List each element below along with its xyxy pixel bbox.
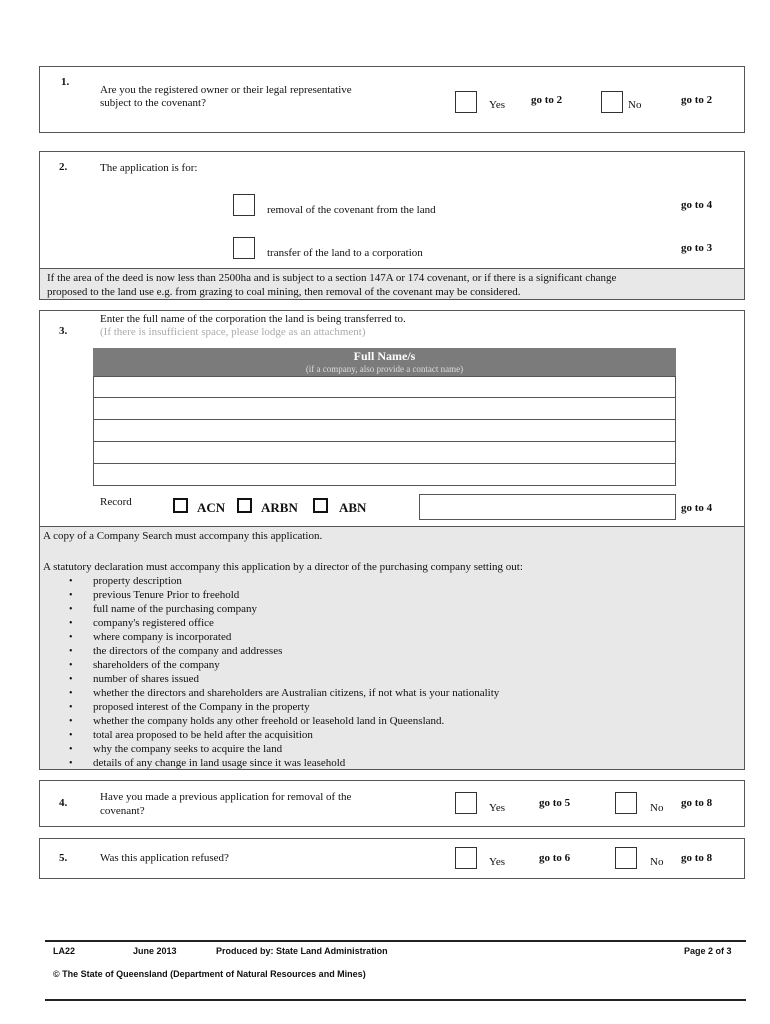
q2-note-line2: proposed to the land use e.g. from grazing to coal mining, then removal of the covenant may be considered. — [47, 286, 521, 298]
q4-number: 4. — [59, 797, 68, 809]
q3-record-goto: go to 4 — [681, 502, 713, 514]
q1-yes-checkbox[interactable] — [455, 91, 477, 113]
q1-yes-goto: go to 2 — [531, 94, 563, 106]
q3-record-label: Record — [100, 496, 132, 508]
footer-bottom-rule — [45, 999, 746, 1001]
q3-table-subtitle: (if a company, also provide a contact name) — [305, 364, 464, 374]
list-item: • shareholders of the company — [43, 658, 499, 672]
q1-number: 1. — [61, 76, 70, 88]
q5-yes-checkbox[interactable] — [455, 847, 477, 869]
q3-instruction: Enter the full name of the corporation the land is being transferred to. — [100, 313, 406, 325]
q4-yes-label: Yes — [489, 802, 506, 814]
list-item: • previous Tenure Prior to freehold — [43, 588, 499, 602]
q2-question: The application is for: — [100, 162, 198, 174]
q3-abn-label: ABN — [339, 500, 367, 515]
q3-statutory-intro: A statutory declaration must accompany this application by a director of the purchasing company setting out: — [43, 561, 523, 573]
q2-number: 2. — [59, 161, 68, 173]
q2-option2-checkbox[interactable] — [233, 237, 255, 259]
q3-abn-checkbox[interactable] — [313, 498, 328, 513]
q5-yes-goto: go to 6 — [539, 852, 571, 864]
q3-name-row-5[interactable] — [93, 464, 676, 486]
q3-record-input[interactable] — [419, 494, 676, 520]
q2-option2-goto: go to 3 — [681, 242, 713, 254]
q3-name-row-4[interactable] — [93, 442, 676, 464]
q2-option2-label: transfer of the land to a corporation — [267, 247, 423, 259]
q4-yes-goto: go to 5 — [539, 797, 571, 809]
q5-yes-label: Yes — [489, 856, 506, 868]
q5-no-goto: go to 8 — [681, 852, 713, 864]
q3-arbn-checkbox[interactable] — [237, 498, 252, 513]
q3-acn-checkbox[interactable] — [173, 498, 188, 513]
q1-question-line1: Are you the registered owner or their legal representative — [100, 84, 352, 96]
list-item: • number of shares issued — [43, 672, 499, 686]
q3-statutory-list — [43, 574, 499, 770]
q5-no-label: No — [650, 856, 664, 868]
q3-table-header — [93, 348, 676, 376]
list-item: • total area proposed to be held after the acquisition — [43, 728, 499, 742]
list-item: • whether the company holds any other freehold or leasehold land in Queensland. — [43, 714, 499, 728]
footer-form-code: LA22 — [53, 946, 76, 956]
q4-question-line1: Have you made a previous application for removal of the — [100, 791, 352, 803]
q5-question: Was this application refused? — [100, 852, 229, 864]
q3-instruction-hint: (If there is insufficient space, please lodge as an attachment) — [100, 326, 366, 338]
list-item: • company's registered office — [43, 616, 499, 630]
q1-no-label: No — [628, 99, 642, 111]
q4-no-goto: go to 8 — [681, 797, 713, 809]
q3-name-row-2[interactable] — [93, 398, 676, 420]
q1-question-line2: subject to the covenant? — [100, 97, 206, 109]
q2-option1-checkbox[interactable] — [233, 194, 255, 216]
q4-no-label: No — [650, 802, 664, 814]
q1-no-checkbox[interactable] — [601, 91, 623, 113]
q5-number: 5. — [59, 852, 68, 864]
list-item: • why the company seeks to acquire the land — [43, 742, 499, 756]
q1-no-goto: go to 2 — [681, 94, 713, 106]
q2-option1-goto: go to 4 — [681, 199, 713, 211]
footer-page-number: Page 2 of 3 — [684, 946, 732, 956]
q1-yes-label: Yes — [489, 99, 506, 111]
q4-question-line2: covenant? — [100, 805, 145, 817]
q4-no-checkbox[interactable] — [615, 792, 637, 814]
q3-company-search-note: A copy of a Company Search must accompany this application. — [43, 530, 323, 542]
q3-table-title: Full Name/s — [353, 349, 416, 363]
q3-name-row-1[interactable] — [93, 376, 676, 398]
footer-date: June 2013 — [133, 946, 177, 956]
footer-produced-by: Produced by: State Land Administration — [216, 946, 388, 956]
q2-note-line1: If the area of the deed is now less than 2500ha and is subject to a section 147A or 174 covenant, or if there is a significant change — [47, 272, 617, 284]
footer-copyright: © The State of Queensland (Department of Natural Resources and Mines) — [53, 969, 366, 979]
list-item: • property description — [43, 574, 499, 588]
list-item: • details of any change in land usage since it was leasehold — [43, 756, 499, 770]
q2-option1-label: removal of the covenant from the land — [267, 204, 436, 216]
q3-name-row-3[interactable] — [93, 420, 676, 442]
q4-yes-checkbox[interactable] — [455, 792, 477, 814]
list-item: • the directors of the company and addresses — [43, 644, 499, 658]
list-item: • whether the directors and shareholders are Australian citizens, if not what is your nationality — [43, 686, 499, 700]
list-item: • full name of the purchasing company — [43, 602, 499, 616]
q5-no-checkbox[interactable] — [615, 847, 637, 869]
q3-acn-label: ACN — [197, 500, 226, 515]
list-item: • where company is incorporated — [43, 630, 499, 644]
q3-arbn-label: ARBN — [261, 500, 298, 515]
footer-top-rule — [45, 940, 746, 942]
q3-number: 3. — [59, 325, 68, 337]
list-item: • proposed interest of the Company in the property — [43, 700, 499, 714]
